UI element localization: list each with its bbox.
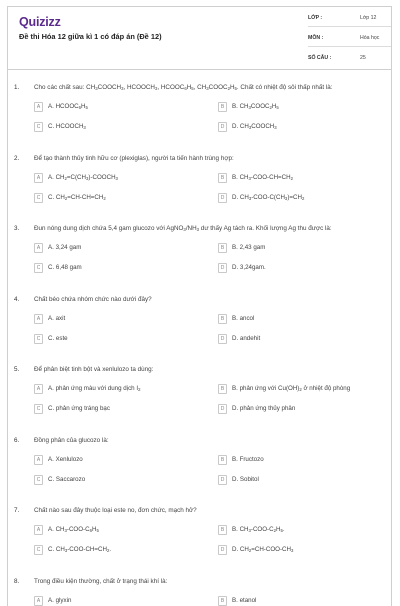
option-letter-box[interactable]: D — [218, 263, 227, 273]
option-text: B. 2,43 gam — [232, 244, 266, 251]
option-letter-box[interactable]: A — [34, 102, 43, 112]
question-number: 1. — [14, 84, 20, 91]
question-number: 2. — [14, 154, 20, 162]
meta-value-question-count: 25 — [360, 55, 366, 61]
meta-row-class — [308, 10, 391, 27]
option-letter-box[interactable]: C — [34, 475, 43, 485]
option-text: A. $HCOOC_6H_5$ — [48, 103, 88, 110]
option-letter-box[interactable]: B — [218, 455, 227, 465]
option-letter-box[interactable]: B — [218, 243, 227, 253]
option-text: B. $CH_3-COO-CH=CH_2$ — [232, 173, 293, 181]
question-number: 5. — [14, 366, 20, 373]
meta-key-subject: MÔN : — [308, 35, 324, 41]
option-text: A. axit — [48, 314, 66, 322]
option-letter-box[interactable]: D — [218, 545, 227, 555]
meta-value-subject: Hóa học — [360, 35, 380, 41]
question-text: Chất nào sau đây thuộc loại este no, đơn chức, mạch hở? — [34, 507, 197, 514]
option-text: C. $CH_3-COO-CH=CH_2$. — [48, 546, 112, 553]
option-text: D. Sobitol — [232, 475, 259, 483]
question-number: 3. — [14, 225, 20, 232]
option-text: D. andehit — [232, 334, 261, 342]
question-number: 4. — [14, 295, 20, 303]
worksheet-title: Đề thi Hóa 12 giữa kì 1 có đáp án (Đề 12) — [19, 32, 162, 41]
meta-row-question-count — [308, 50, 391, 66]
worksheet-page — [7, 6, 392, 606]
option-letter-box[interactable]: C — [34, 334, 43, 344]
option-text: C. 6,48 gam — [48, 264, 82, 271]
option-text: D. $CH_2=CH-COO-CH_3$ — [232, 546, 294, 553]
option-letter-box[interactable]: D — [218, 193, 227, 203]
option-letter-box[interactable]: C — [34, 122, 43, 132]
worksheet-header — [8, 7, 391, 70]
option-text: A. $CH_3-COO-C_6H_5$ — [48, 526, 99, 533]
option-letter-box[interactable]: A — [34, 455, 43, 465]
option-letter-box[interactable]: A — [34, 596, 43, 606]
worksheet-meta — [308, 7, 391, 69]
question-text: Đồng phân của glucozo là: — [34, 436, 109, 444]
option-letter-box[interactable]: D — [218, 334, 227, 344]
option-text: C. este — [48, 334, 68, 342]
question-text: Trong điều kiện thường, chất ở trạng thái khí là: — [34, 577, 168, 585]
question-text: Để tạo thành thủy tinh hữu cơ (plexiglas), người ta tiến hành trùng hợp: — [34, 154, 234, 162]
option-text: D. phản ứng thủy phân — [232, 405, 296, 412]
option-text: A. $CH_2=C(CH_3)-COOCH_3$ — [48, 173, 118, 181]
option-text: A. 3,24 gam — [48, 244, 82, 251]
option-text: A. phản ứng màu với dung dịch $I_2$ — [48, 385, 141, 392]
option-text: C. phản ứng tráng bạc — [48, 405, 110, 412]
option-text: B. $CH_3COOC_2H_5$ — [232, 103, 279, 110]
meta-key-class: LỚP : — [308, 15, 323, 21]
option-letter-box[interactable]: A — [34, 173, 43, 183]
option-letter-box[interactable]: B — [218, 102, 227, 112]
question-text: Để phân biệt tinh bột và xenlulozo ta dùng: — [34, 366, 154, 373]
meta-row-subject — [308, 30, 391, 47]
option-text: B. phản ứng với $Cu(OH)_2$ ở nhiệt độ phòng — [232, 385, 351, 392]
option-letter-box[interactable]: C — [34, 545, 43, 555]
question-number: 8. — [14, 577, 20, 585]
option-letter-box[interactable]: C — [34, 404, 43, 414]
option-letter-box[interactable]: B — [218, 596, 227, 606]
option-letter-box[interactable]: D — [218, 122, 227, 132]
option-letter-box[interactable]: B — [218, 525, 227, 535]
option-text: D. $CH_3-COO-C(CH_3)=CH_2$ — [232, 193, 305, 201]
option-text: A. Xenlulozo — [48, 455, 83, 463]
option-letter-box[interactable]: D — [218, 475, 227, 485]
option-text: B. Fructozo — [232, 455, 264, 463]
option-letter-box[interactable]: C — [34, 263, 43, 273]
option-letter-box[interactable]: A — [34, 243, 43, 253]
option-text: B. ancol — [232, 314, 255, 322]
quizizz-logo: Quizizz — [19, 15, 61, 29]
option-text: A. glyxin — [48, 596, 72, 604]
question-text: Cho các chất sau: $CH_3COOCH_3$, $HCOOCH_3$, $HCOOC_6H_5$, $CH_3COOC_2H_5$. Chất có nhiệt độ sôi thấp nhất là: — [34, 84, 333, 91]
option-text: C. Saccarozo — [48, 475, 86, 483]
option-text: D. 3,24gam. — [232, 264, 266, 271]
option-letter-box[interactable]: D — [218, 404, 227, 414]
option-text: B. etanol — [232, 596, 257, 604]
option-text: B. $CH_3-COO-C_2H_5$. — [232, 526, 285, 533]
question-number: 7. — [14, 507, 20, 514]
option-text: C. $CH_2=CH-CH=CH_2$ — [48, 193, 106, 201]
option-letter-box[interactable]: B — [218, 314, 227, 324]
option-letter-box[interactable]: B — [218, 384, 227, 394]
option-letter-box[interactable]: A — [34, 314, 43, 324]
option-letter-box[interactable]: A — [34, 525, 43, 535]
option-letter-box[interactable]: C — [34, 193, 43, 203]
option-letter-box[interactable]: A — [34, 384, 43, 394]
option-text: C. $HCOOCH_3$ — [48, 123, 86, 130]
meta-key-question-count: SỐ CÂU : — [308, 55, 332, 61]
meta-value-class: Lớp 12 — [360, 15, 377, 21]
question-number: 6. — [14, 436, 20, 444]
question-text: Chất béo chứa nhóm chức nào dưới đây? — [34, 295, 152, 303]
option-text: D. $CH_3COOCH_3$ — [232, 123, 277, 130]
question-text: Đun nóng dung dịch chứa 5,4 gam glucozo với $AgNO_3/NH_3$ dư thấy Ag tách ra. Khối lượng Ag thu được là: — [34, 225, 332, 232]
option-letter-box[interactable]: B — [218, 173, 227, 183]
